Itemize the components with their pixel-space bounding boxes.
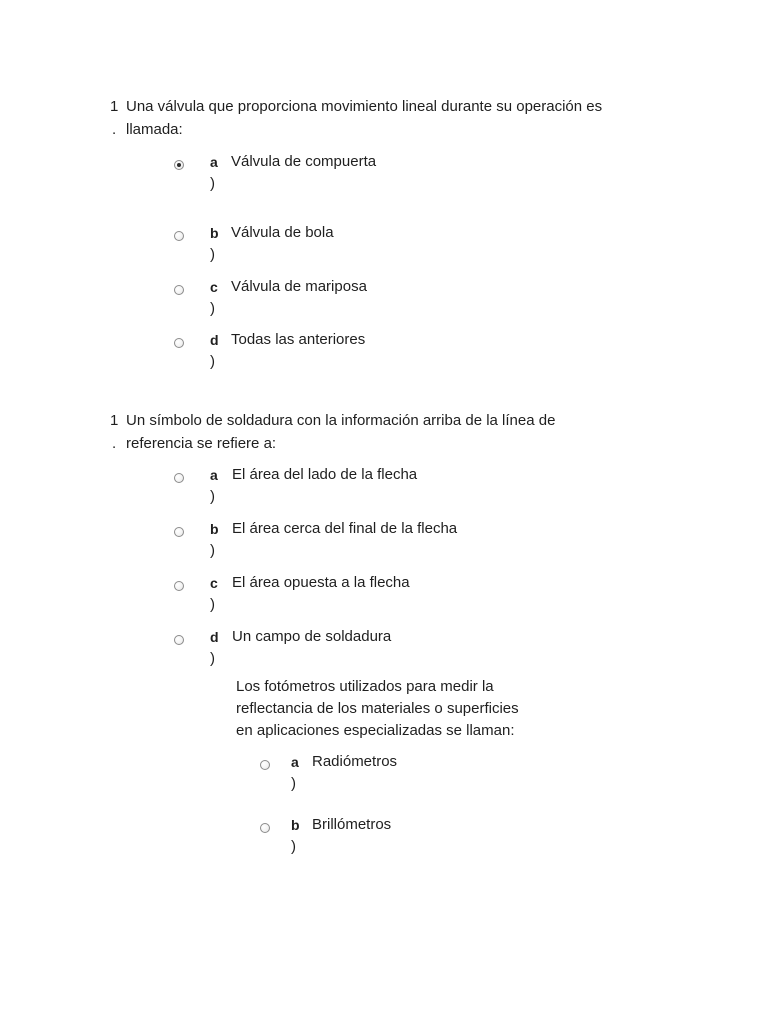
- option-paren: ): [210, 175, 215, 192]
- option-paren: ): [210, 596, 215, 613]
- question-number-dot: .: [112, 121, 117, 138]
- option-letter: c: [210, 575, 218, 591]
- question-text-line1: Un símbolo de soldadura con la información arriba de la línea de: [126, 412, 556, 429]
- radio-option-b[interactable]: [174, 231, 184, 241]
- question-text-line2: reflectancia de los materiales o superficies: [236, 700, 519, 717]
- question-text-line1: Los fotómetros utilizados para medir la: [236, 678, 494, 695]
- radio-option-c[interactable]: [174, 285, 184, 295]
- option-letter: a: [210, 467, 218, 483]
- option-paren: ): [210, 353, 215, 370]
- option-text[interactable]: Todas las anteriores: [231, 331, 366, 348]
- option-letter: b: [210, 521, 219, 537]
- question-text-line1: Una válvula que proporciona movimiento lineal durante su operación es: [126, 98, 603, 115]
- question-text-line3: en aplicaciones especializadas se llaman:: [236, 722, 515, 739]
- option-text[interactable]: Válvula de mariposa: [231, 278, 367, 295]
- radio-option-d[interactable]: [174, 338, 184, 348]
- option-text[interactable]: El área opuesta a la flecha: [232, 574, 410, 591]
- question-number: 1: [110, 98, 119, 115]
- option-letter: b: [210, 225, 219, 241]
- question-number: 1: [110, 412, 119, 429]
- question-text-line2: llamada:: [126, 121, 183, 138]
- radio-option-b[interactable]: [174, 527, 184, 537]
- option-paren: ): [210, 300, 215, 317]
- option-letter: a: [210, 154, 218, 170]
- option-text[interactable]: El área cerca del final de la flecha: [232, 520, 458, 537]
- radio-option-a[interactable]: [174, 473, 184, 483]
- radio-option-a-selected[interactable]: [174, 160, 184, 170]
- option-letter: d: [210, 629, 219, 645]
- question-number-dot: .: [112, 435, 117, 452]
- option-letter: a: [291, 754, 299, 770]
- option-paren: ): [210, 650, 215, 667]
- option-paren: ): [291, 775, 296, 792]
- option-letter: c: [210, 279, 218, 295]
- radio-option-c[interactable]: [174, 581, 184, 591]
- option-text[interactable]: Válvula de bola: [231, 224, 334, 241]
- option-text[interactable]: Brillómetros: [312, 816, 392, 833]
- option-text[interactable]: Radiómetros: [312, 753, 398, 770]
- option-paren: ): [210, 542, 215, 559]
- radio-option-a[interactable]: [260, 760, 270, 770]
- option-letter: b: [291, 817, 300, 833]
- option-letter: d: [210, 332, 219, 348]
- option-paren: ): [291, 838, 296, 855]
- option-text[interactable]: Válvula de compuerta: [231, 153, 377, 170]
- option-paren: ): [210, 246, 215, 263]
- option-paren: ): [210, 488, 215, 505]
- radio-option-d[interactable]: [174, 635, 184, 645]
- radio-option-b[interactable]: [260, 823, 270, 833]
- option-text[interactable]: Un campo de soldadura: [232, 628, 392, 645]
- option-text[interactable]: El área del lado de la flecha: [232, 466, 418, 483]
- question-text-line2: referencia se refiere a:: [126, 435, 277, 452]
